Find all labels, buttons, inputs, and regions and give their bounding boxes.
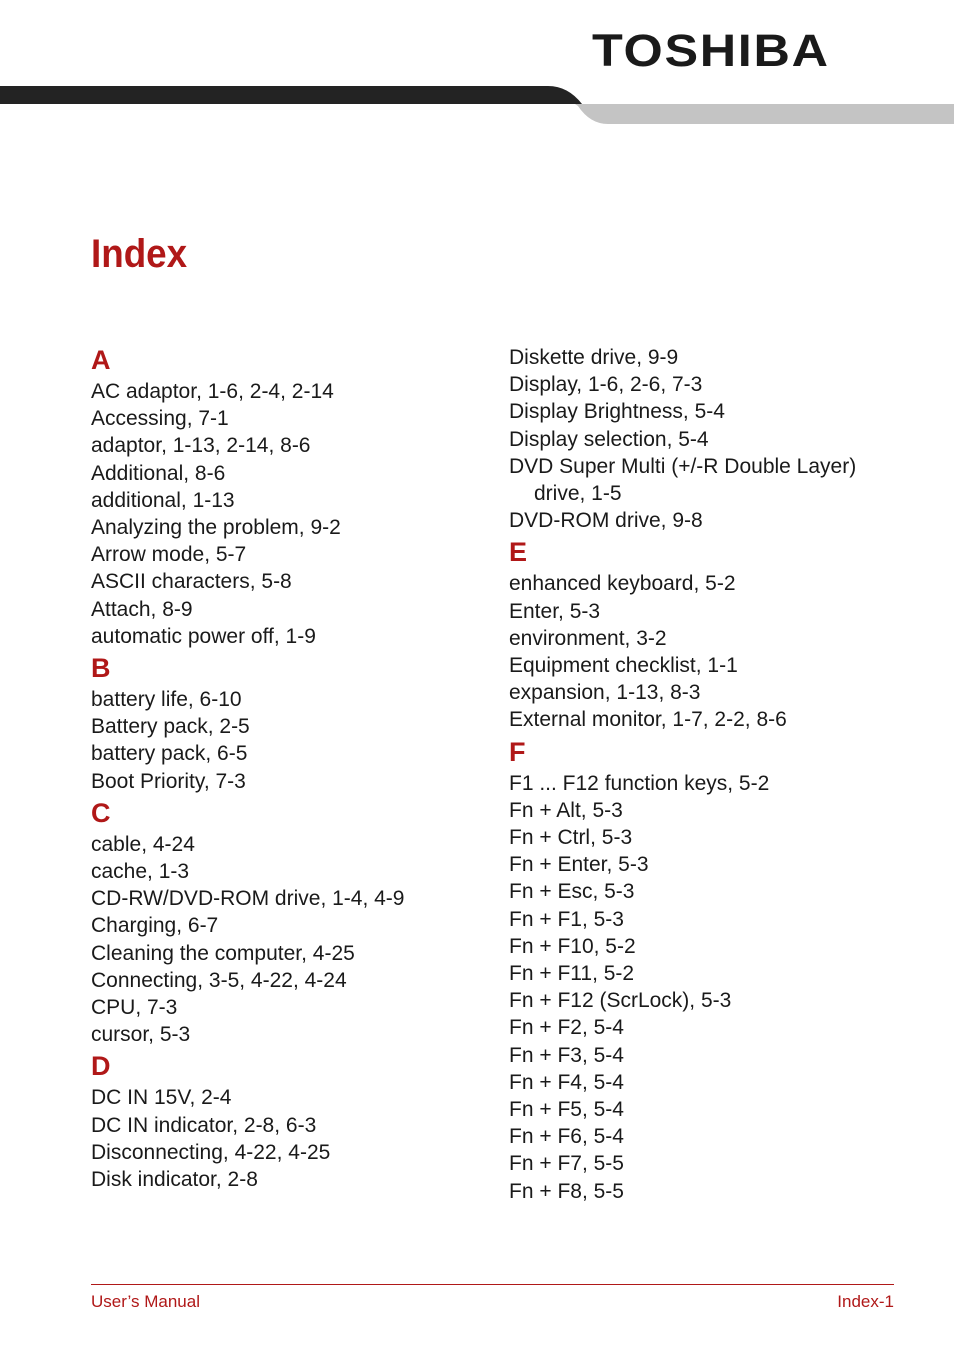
section-d-continued [509, 344, 909, 534]
index-entry: Charging, 6-7 [91, 914, 219, 938]
index-entry: Fn + Esc, 5-3 [509, 880, 635, 904]
index-entry: battery life, 6-10 [91, 688, 242, 712]
index-entry: ASCII characters, 5-8 [91, 570, 292, 594]
index-entry: automatic power off, 1-9 [91, 624, 316, 648]
toshiba-logo: TOSHIBA [592, 25, 830, 76]
index-entry: Disconnecting, 4-22, 4-25 [91, 1140, 331, 1164]
section-letter-d: D [91, 1051, 111, 1082]
section-e [509, 534, 909, 733]
index-entry: Fn + F8, 5-5 [509, 1179, 624, 1203]
index-entry: DC IN 15V, 2-4 [91, 1086, 232, 1110]
index-entry: Arrow mode, 5-7 [91, 543, 247, 567]
index-entry: Fn + F1, 5-3 [509, 907, 624, 931]
index-column-left [91, 342, 491, 1193]
section-letter-b: B [91, 653, 111, 684]
index-entry: environment, 3-2 [509, 626, 667, 650]
index-entry: Attach, 8-9 [91, 597, 193, 621]
index-entry: Equipment checklist, 1-1 [509, 654, 738, 678]
page-title: Index [91, 232, 188, 276]
index-entry: Fn + F5, 5-4 [509, 1098, 624, 1122]
index-entry: cursor, 5-3 [91, 1023, 191, 1047]
index-entry: Disk indicator, 2-8 [91, 1168, 258, 1192]
index-entry: DC IN indicator, 2-8, 6-3 [91, 1113, 317, 1137]
index-entry: Fn + Enter, 5-3 [509, 853, 649, 877]
section-a [91, 342, 491, 650]
index-entry-dvd-multi [509, 453, 909, 507]
header-band-dark [0, 86, 582, 104]
section-d [91, 1048, 491, 1193]
index-entry: AC adaptor, 1-6, 2-4, 2-14 [91, 380, 334, 403]
section-letter-c: C [91, 797, 111, 828]
index-entry: adaptor, 1-13, 2-14, 8-6 [91, 434, 311, 458]
header-band-light [575, 104, 954, 124]
index-entry: Fn + Alt, 5-3 [509, 798, 623, 822]
section-f [509, 734, 909, 1205]
index-entry: cache, 1-3 [91, 860, 190, 884]
index-entry: External monitor, 1-7, 2-2, 8-6 [509, 708, 787, 732]
index-entry: additional, 1-13 [91, 488, 235, 512]
section-c [91, 795, 491, 1049]
section-b [91, 650, 491, 795]
index-entry: Enter, 5-3 [509, 599, 601, 623]
index-entry: Fn + F6, 5-4 [509, 1125, 624, 1149]
footer-page-number: Index-1 [837, 1292, 894, 1311]
index-entry: Additional, 8-6 [91, 461, 226, 485]
index-entry: Display Brightness, 5-4 [509, 400, 725, 424]
index-entry: CD-RW/DVD-ROM drive, 1-4, 4-9 [91, 887, 405, 911]
index-entry: cable, 4-24 [91, 832, 195, 856]
index-entry: Fn + F3, 5-4 [509, 1043, 624, 1067]
index-entry: CPU, 7-3 [91, 996, 178, 1020]
index-entry: Fn + F11, 5-2 [509, 962, 635, 986]
index-entry: Fn + F7, 5-5 [509, 1152, 624, 1176]
index-entry: Analyzing the problem, 9-2 [91, 516, 341, 540]
index-entry: battery pack, 6-5 [91, 742, 248, 766]
section-letter-a: A [91, 345, 111, 375]
entry-line: DVD Super Multi (+/-R Double Layer) [509, 454, 857, 478]
index-entry: Accessing, 7-1 [91, 407, 229, 431]
index-entry: Display, 1-6, 2-6, 7-3 [509, 373, 703, 397]
index-entry: Fn + F12 (ScrLock), 5-3 [509, 989, 732, 1013]
index-entry: Battery pack, 2-5 [91, 715, 250, 739]
index-entry: enhanced keyboard, 5-2 [509, 572, 736, 596]
section-letter-e: E [509, 537, 528, 568]
section-letter-f: F [509, 736, 526, 767]
footer-divider [91, 1284, 894, 1285]
index-entry: DVD-ROM drive, 9-8 [509, 509, 703, 533]
index-entry: Cleaning the computer, 4-25 [91, 941, 355, 965]
index-entry: Fn + F2, 5-4 [509, 1016, 624, 1040]
index-entry: Diskette drive, 9-9 [509, 346, 679, 369]
entry-line-continued: drive, 1-5 [534, 482, 622, 506]
index-column-right [509, 344, 909, 1205]
index-entry: Boot Priority, 7-3 [91, 769, 246, 793]
index-entry: Fn + F4, 5-4 [509, 1070, 624, 1094]
index-entry: Fn + Ctrl, 5-3 [509, 826, 633, 850]
index-entry: Fn + F10, 5-2 [509, 934, 636, 958]
index-entry: Connecting, 3-5, 4-22, 4-24 [91, 968, 347, 992]
footer-manual-title: User’s Manual [91, 1292, 200, 1311]
index-entry: Display selection, 5-4 [509, 427, 709, 451]
index-entry: expansion, 1-13, 8-3 [509, 681, 701, 705]
index-entry: F1 ... F12 function keys, 5-2 [509, 771, 770, 795]
